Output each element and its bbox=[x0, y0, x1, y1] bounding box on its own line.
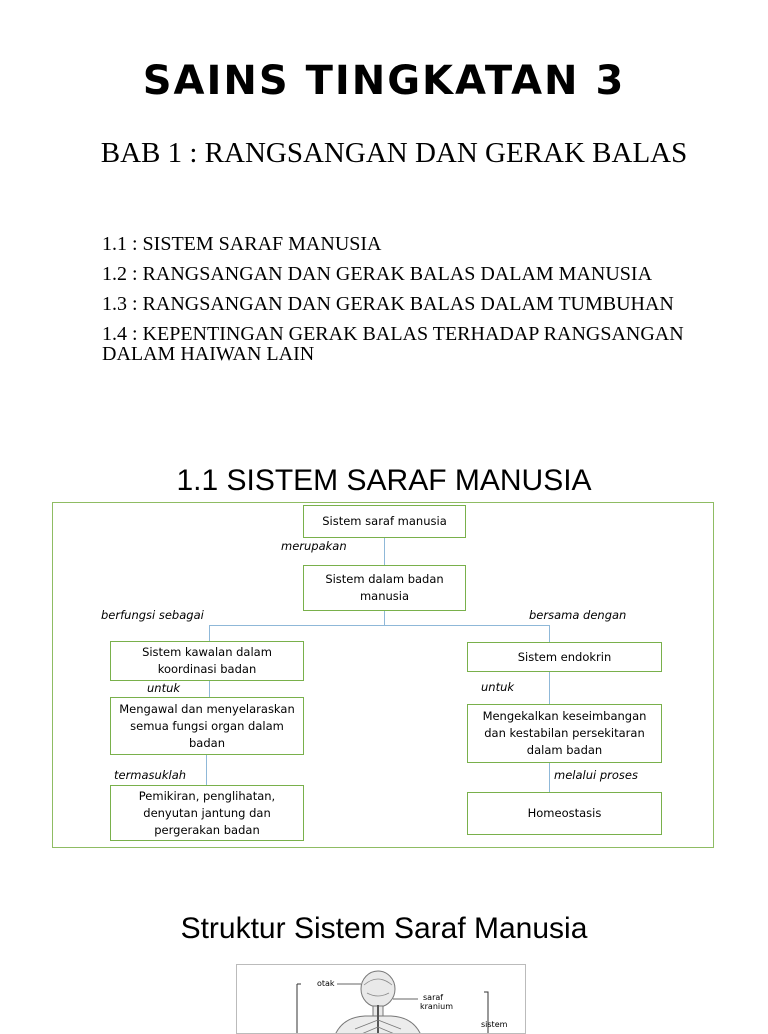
topic-list bbox=[102, 234, 702, 374]
figure-label-kranium: kranium bbox=[420, 1002, 453, 1011]
node-homeostasis: Homeostasis bbox=[467, 792, 662, 835]
topic-item: 1.3 : RANGSANGAN DAN GERAK BALAS DALAM TUMBUHAN bbox=[102, 293, 674, 315]
node-sistem-kawalan: Sistem kawalan dalam koordinasi badan bbox=[110, 641, 304, 681]
link-label-merupakan: merupakan bbox=[281, 539, 347, 553]
section-title-struktur: Struktur Sistem Saraf Manusia bbox=[180, 912, 588, 945]
link-label-untuk-right: untuk bbox=[481, 680, 515, 694]
connector-line bbox=[206, 755, 207, 785]
figure-label-sistem: sistem bbox=[481, 1020, 508, 1029]
connector-line bbox=[549, 625, 550, 642]
concept-map bbox=[52, 502, 714, 848]
topic-item: 1.2 : RANGSANGAN DAN GERAK BALAS DALAM MANUSIA bbox=[102, 263, 653, 285]
connector-line bbox=[384, 611, 385, 625]
link-label-berfungsi: berfungsi sebagai bbox=[101, 608, 204, 622]
connector-line bbox=[209, 681, 210, 697]
connector-line bbox=[549, 763, 550, 792]
page-title: SAINS TINGKATAN 3 bbox=[142, 58, 626, 104]
connector-line bbox=[209, 625, 549, 626]
connector-line bbox=[549, 672, 550, 704]
link-label-melalui-proses: melalui proses bbox=[554, 768, 638, 782]
topic-item: 1.1 : SISTEM SARAF MANUSIA bbox=[102, 233, 382, 255]
link-label-untuk-left: untuk bbox=[147, 681, 181, 695]
connector-line bbox=[209, 625, 210, 641]
link-label-termasuklah: termasuklah bbox=[114, 768, 187, 782]
node-mengawal: Mengawal dan menyelaraskan semua fungsi organ dalam badan bbox=[110, 697, 304, 755]
node-mengekalkan: Mengekalkan keseimbangan dan kestabilan persekitaran dalam badan bbox=[467, 704, 662, 763]
link-label-bersama: bersama dengan bbox=[529, 608, 627, 622]
chapter-title: BAB 1 : RANGSANGAN DAN GERAK BALAS bbox=[100, 137, 688, 169]
node-pemikiran: Pemikiran, penglihatan, denyutan jantung dan pergerakan badan bbox=[110, 785, 304, 841]
connector-line bbox=[384, 538, 385, 565]
node-sistem-saraf-manusia: Sistem saraf manusia bbox=[303, 505, 466, 538]
node-sistem-endokrin: Sistem endokrin bbox=[467, 642, 662, 672]
section-title-sistem-saraf: 1.1 SISTEM SARAF MANUSIA bbox=[176, 464, 592, 497]
figure-label-otak: otak bbox=[317, 979, 335, 988]
node-sistem-dalam-badan: Sistem dalam badan manusia bbox=[303, 565, 466, 611]
figure-label-saraf: saraf bbox=[423, 993, 444, 1002]
topic-item: 1.4 : KEPENTINGAN GERAK BALAS TERHADAP RANGSANGAN DALAM HAIWAN LAIN bbox=[102, 323, 684, 365]
